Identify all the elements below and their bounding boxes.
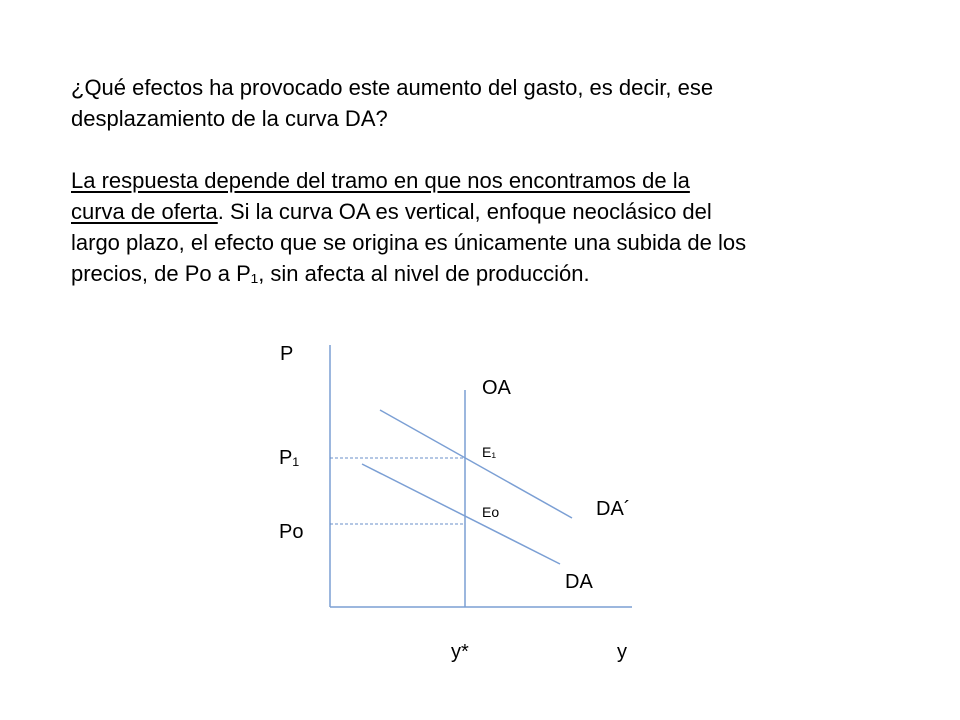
label-po: Po (279, 521, 304, 543)
answer-line-2-rest: . Si la curva OA es vertical, enfoque neoclásico del (217, 199, 712, 224)
label-da-prime: DA´ (596, 498, 631, 520)
question-line-2: desplazamiento de la curva DA? (71, 106, 388, 131)
label-p1: P₁ (279, 447, 300, 469)
label-p: P (280, 343, 294, 365)
label-y: y (617, 641, 627, 663)
label-eo: Eo (482, 504, 500, 520)
underlined-curva-de-oferta: curva de oferta (71, 199, 218, 224)
answer-line-3: largo plazo, el efecto que se origina es únicamente una subida de los (71, 230, 747, 255)
answer-line-4: precios, de Po a P₁, sin afecta al nivel de producción. (71, 261, 590, 286)
label-ystar: y* (451, 641, 469, 663)
da-curve (362, 464, 560, 564)
question-line-1: ¿Qué efectos ha provocado este aumento del gasto, es decir, ese (71, 75, 714, 100)
label-oa: OA (482, 377, 511, 399)
da-prime-curve (380, 410, 572, 518)
label-da: DA (565, 571, 593, 593)
label-e1: E₁ (482, 444, 497, 460)
answer-line-1: La respuesta depende del tramo en que nos encontramos de la (71, 168, 690, 193)
